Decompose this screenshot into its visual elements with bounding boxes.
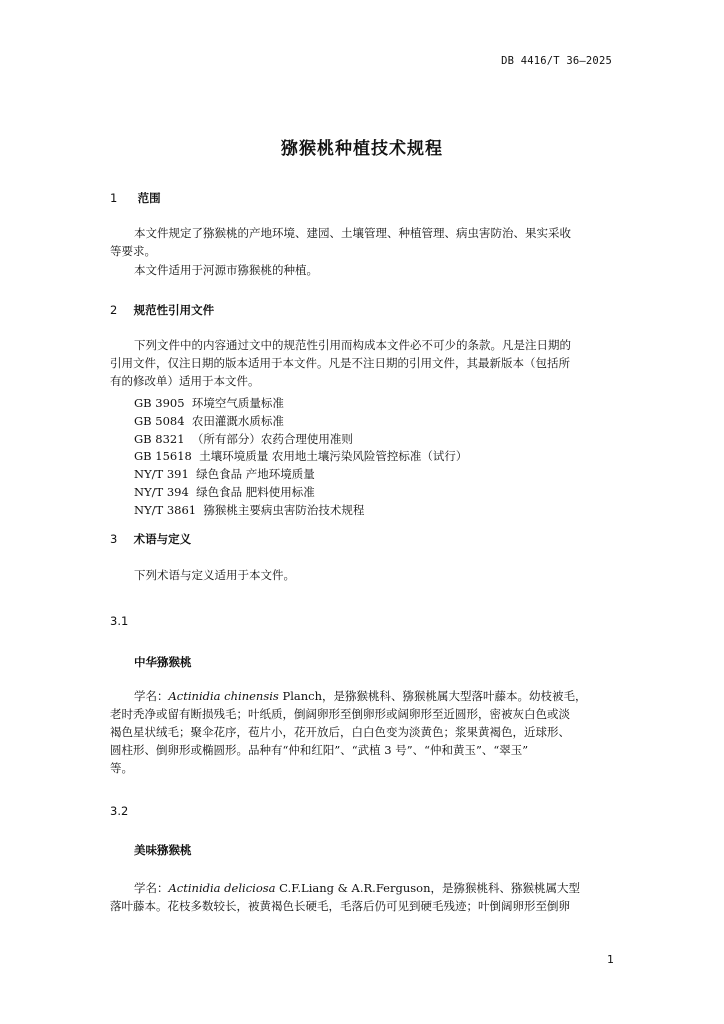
reference-item: [134, 431, 467, 449]
reference-code: NY/T 391: [134, 467, 189, 482]
label-prefix: 学名：: [134, 881, 169, 895]
text-line: 圆柱形、倒卵形或椭圆形。品种有“仲和红阳”、“武植 3 号”、“仲和黄玉”、“翠玉”: [110, 743, 529, 757]
section-number: 3: [110, 532, 118, 546]
text-line: 老时秃净或留有断损残毛；叶纸质，倒阔卵形至倒卵形或阔卵形至近圆形，密被灰白色或淡: [110, 707, 570, 721]
reference-code: GB 5084: [134, 413, 185, 428]
reference-code: NY/T 3861: [134, 502, 197, 517]
text-line: 等。: [110, 761, 133, 775]
reference-code: GB 8321: [134, 431, 185, 446]
term-number: 3.1: [110, 614, 129, 628]
section-title: 范围: [137, 191, 161, 205]
term-definition: [110, 879, 615, 915]
latin-name: Actinidia chinensis: [168, 689, 279, 703]
reference-title: 环境空气质量标准: [191, 396, 284, 410]
reference-item: [134, 484, 467, 502]
text-fragment: C.F.Liang & A.R.Ferguson，是猕猴桃科、猕猴桃属大型: [275, 881, 580, 895]
term-definition: [110, 687, 615, 777]
reference-code: NY/T 394: [134, 484, 189, 499]
reference-item: [134, 448, 467, 466]
text-line: 下列术语与定义适用于本文件。: [134, 568, 295, 582]
label-prefix: 学名：: [134, 689, 169, 703]
section-1-paragraph-2: [110, 261, 615, 279]
reference-item: [134, 502, 467, 520]
page-number: 1: [607, 953, 614, 966]
term-number: 3.2: [110, 804, 129, 818]
term-name: 美味猕猴桃: [134, 843, 192, 857]
reference-item: [134, 466, 467, 484]
reference-title: 猕猴桃主要病虫害防治技术规程: [203, 502, 365, 517]
reference-title: 绿色食品 产地环境质量: [196, 467, 315, 482]
standard-code: DB 4416/T 36—2025: [501, 55, 612, 67]
section-3-intro: [110, 566, 615, 584]
section-title: 术语与定义: [133, 532, 192, 546]
reference-code: GB 3905: [134, 396, 185, 410]
section-number: 2: [110, 303, 118, 317]
section-number: 1: [110, 191, 118, 205]
reference-title: 土壤环境质量 农用地土壤污染风险管控标准（试行）: [199, 449, 468, 464]
section-3-heading: [110, 531, 191, 547]
text-line: 引用文件，仅注日期的版本适用于本文件。凡是不注日期的引用文件，其最新版本（包括所: [110, 356, 570, 370]
section-2-intro: [110, 336, 615, 390]
text-line: 本文件规定了猕猴桃的产地环境、建园、土壤管理、种植管理、病虫害防治、果实采收: [134, 226, 571, 240]
reference-title: 绿色食品 肥料使用标准: [196, 484, 315, 499]
normative-references-list: [134, 395, 467, 520]
text-fragment: Planch，是猕猴桃科、猕猴桃属大型落叶藤本。幼枝被毛，: [278, 689, 587, 703]
section-1-heading: [110, 190, 161, 206]
text-line: 等要求。: [110, 244, 156, 258]
reference-title: 农田灌溉水质标准: [191, 413, 284, 428]
reference-item: [134, 413, 467, 431]
text-line: [110, 879, 615, 897]
text-line: [110, 687, 615, 705]
text-line: 本文件适用于河源市猕猴桃的种植。: [134, 263, 318, 277]
text-line: 褐色星状绒毛；聚伞花序，苞片小，花开放后，白白色变为淡黄色；浆果黄褐色，近球形、: [110, 725, 570, 739]
text-line: 落叶藤本。花枝多数较长，被黄褐色长硬毛，毛落后仍可见到硬毛残迹；叶倒阔卵形至倒卵: [110, 899, 570, 913]
text-line: 有的修改单）适用于本文件。: [110, 374, 260, 388]
term-name: 中华猕猴桃: [134, 655, 192, 669]
reference-title: （所有部分）农药合理使用准则: [191, 431, 353, 446]
section-2-heading: [110, 302, 214, 318]
latin-name: Actinidia deliciosa: [168, 881, 276, 895]
reference-code: GB 15618: [134, 449, 192, 464]
section-title: 规范性引用文件: [133, 303, 215, 317]
text-line: 下列文件中的内容通过文中的规范性引用而构成本文件必不可少的条款。凡是注日期的: [134, 338, 571, 352]
section-1-paragraph-1: [110, 224, 615, 260]
document-title: 猕猴桃种植技术规程: [281, 139, 443, 159]
reference-item: [134, 395, 467, 413]
